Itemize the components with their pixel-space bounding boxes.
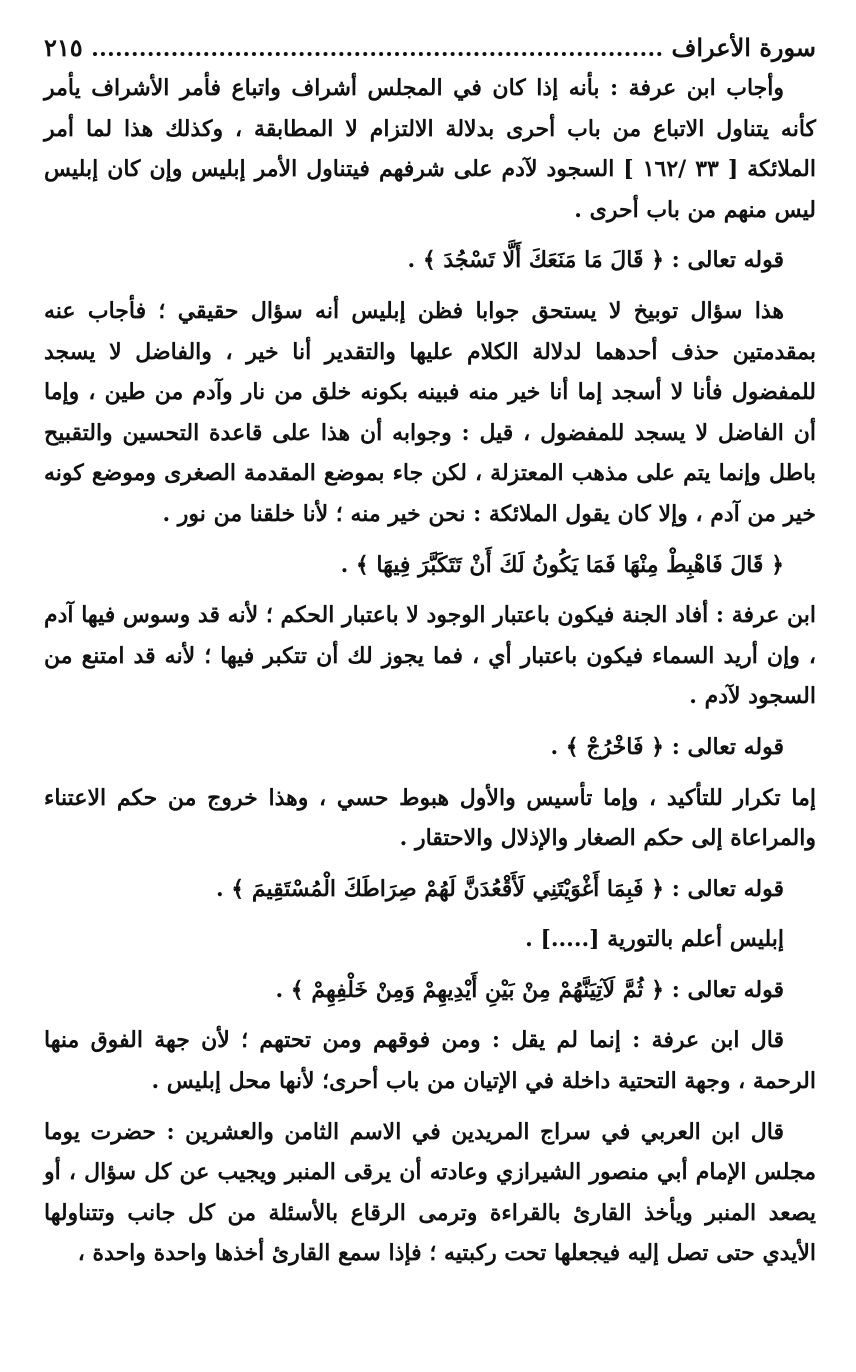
paragraph: هذا سؤال توبيخ لا يستحق جوابا فظن إبليس أنه سؤال حقيقي ؛ فأجاب عنه بمقدمتين حذف أحدهما لدلالة الكلام عليها والتقدير أنا خير ، والفاضل لا يسجد للمفضول فأنا لا أسجد إما أنا خير منه فبينه بكونه خلق من نار وآدم من طين ، وإما أن الفاضل لا يسجد للمفضول ، قيل : وجوابه أن هذا على قاعدة التحسين والتقبيح باطل وإنما يتم على مذهب المعتزلة ، لكن جاء بموضع المقدمة الصغرى وموضع كونه خير من آدم ، وإلا كان يقول الملائكة : نحن خير منه ؛ لأنا خلقنا من نور . [44, 297, 816, 527]
verse-paragraph: قوله تعالى : ﴿ قَالَ مَا مَنَعَكَ أَلَّا تَسْجُدَ ﴾ . [407, 247, 784, 274]
verse-paragraph: قوله تعالى : ﴿ فَاخْرُجْ ﴾ . [550, 733, 784, 760]
verse-paragraph: ﴿ قَالَ فَاهْبِطْ مِنْهَا فَمَا يَكُونُ لَكَ أَنْ تَتَكَبَّرَ فِيهَا ﴾ . [340, 551, 784, 578]
paragraph: إما تكرار للتأكيد ، وإما تأسيس والأول هبوط حسي ، وهذا خروج من حكم الاعتناء والمراعاة إلى حكم الصغار والإذلال والاحتقار . [44, 784, 816, 852]
paragraph: قال ابن عرفة : إنما لم يقل : ومن فوقهم ومن تحتهم ؛ لأن جهة الفوق منها الرحمة ، وجهة التحتية داخلة في الإتيان من باب أحرى؛ لأنها محل إبليس . [44, 1027, 816, 1095]
paragraph: ابن عرفة : أفاد الجنة فيكون باعتبار الوجود لا باعتبار الحكم ؛ لأنه قد وسوس فيها آدم ، وإن أريد السماء فيكون باعتبار أي ، فما يجوز لك أن تتكبر فيها ؛ لأنه قد امتنع من السجود لآدم . [44, 602, 816, 710]
verse-paragraph: قوله تعالى : ﴿ ثُمَّ لَآتِيَنَّهُمْ مِنْ بَيْنِ أَيْدِيهِمْ وَمِنْ خَلْفِهِمْ ﴾ . [275, 976, 784, 1003]
paragraph: وأجاب ابن عرفة : بأنه إذا كان في المجلس أشراف واتباع فأمر الأشراف يأمر كأنه يتناول الاتباع من باب أحرى بدلالة الالتزام لا المطابقة ، وكذلك هذا لما أمر الملائكة [ ٣٣ /١٦٢ ] السجود لآدم على شرفهم فيتناول الأمر إبليس وإن كان إبليس ليس منهم من باب أحرى . [44, 75, 816, 223]
running-header [44, 28, 816, 68]
page-body [44, 68, 816, 1274]
header-dotted-leader [93, 30, 662, 56]
surah-title: سورة الأعراف [671, 33, 816, 62]
paragraph: قال ابن العربي في سراج المريدين في الاسم الثامن والعشرين : حضرت يوما مجلس الإمام أبي منصور الشيرازي وعادته أن يرقى المنبر ويجيب عن كل سؤال ، أو يصعد المنبر ويأخذ القارئ بالقراءة وترمى الرقاع بالأسئلة من كل جانب وتتناولها الأيدي حتى تصل إليه فيجعلها تحت ركبتيه ؛ فإذا سمع القارئ أخذها واحدة واحدة ، [44, 1118, 816, 1267]
paragraph: إبليس أعلم بالتورية [.....] . [525, 926, 784, 953]
verse-paragraph: قوله تعالى : ﴿ فَبِمَا أَغْوَيْتَنِي لَأَقْعُدَنَّ لَهُمْ صِرَاطَكَ الْمُسْتَقِيمَ ﴾ . [215, 875, 784, 902]
page-number: ٢١٥ [44, 33, 83, 62]
